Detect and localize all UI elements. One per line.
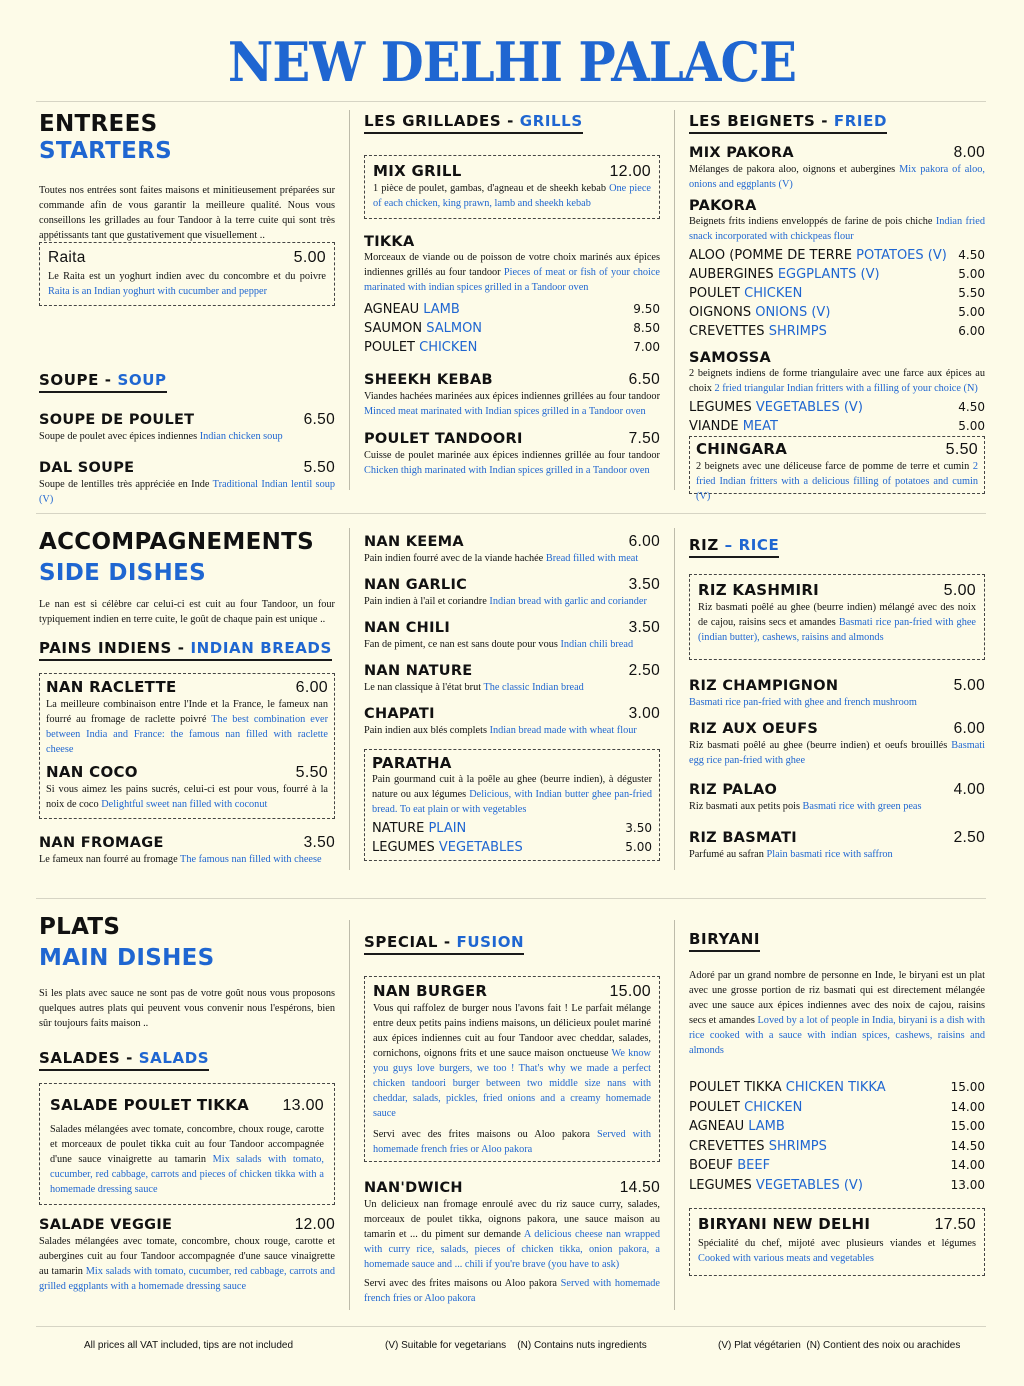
item-name: BIRYANI NEW DELHI (698, 1215, 871, 1233)
restaurant-title: NEW DELHI PALACE (227, 30, 797, 94)
item-price: 5.50 (295, 764, 328, 781)
menu-item: SOUPE DE POULET 6.50 Soupe de poulet avec épices indiennes Indian chicken soup (39, 411, 335, 442)
section-heading: LES GRILLADES - GRILLS (364, 112, 583, 134)
divider (36, 898, 986, 899)
footer-legend-fr: (V) Plat végétarien (N) Contient des noix ou arachides (718, 1340, 961, 1351)
item-name: SALADE POULET TIKKA (50, 1096, 250, 1114)
section-heading: SOUPE - SOUP (39, 371, 167, 393)
divider (36, 101, 986, 102)
item-name: NAN NATURE (364, 663, 473, 679)
item-name: CHINGARA (696, 440, 788, 458)
item-price: 13.00 (282, 1097, 324, 1114)
section-intro: Toutes nos entrées sont faites maisons et minitieusement préparées sur commande afin de vous garantir la meilleure qualité. Nous vous conseillons les grillades au four Tandoor à la terre cuite qui sont très appétissants tant que gustativement que visuellement .. (39, 185, 335, 241)
item-price: 6.00 (953, 720, 985, 737)
mixgrill-box: MIX GRILL 12.00 1 pièce de poulet, gambas, d'agneau et de sheekh kebab One piece of each chicken, king prawn, lamb and sheekh kebab (364, 155, 660, 219)
biryani-section: BIRYANI Adoré par un grand nombre de personne en Inde, le biryani est un plat avec une grosse portion de riz basmati qui est directement mélangée avec une sauce aux épices indiennes avec des noix de cajou, raisins secs et amandes Loved by a lot of people in India, biryani is a dish with rice cooked with a sauce with indian spices, cashews, raisins and almonds POULET TIKKA CHICKEN TIKKA 15.00 POULET CHICKEN 14.00 AGNEAU LAMB 15.00 CREVETTES SHRIMPS 14.50 BOEUF BEEF 14.00 LEGUMES VEGETABLES (V) 13.00 (689, 929, 985, 1195)
item-price: 3.00 (628, 705, 660, 722)
column-divider (349, 528, 350, 870)
salade-poulet-box: SALADE POULET TIKKA 13.00 Salades mélangées avec tomate, concombre, choux rouge, carotte et morceaux de poulet tikka cuit au four Tandoor accompagnée d'une sauce vinaigrette au tamarin Mix salads with tomato, cucumber, red cabbage, carrots and pieces of chicken tikka with a homemade dressing sauce (39, 1083, 335, 1205)
section-heading: PLATS (39, 914, 121, 940)
divider (36, 513, 986, 514)
item-price: 2.50 (628, 662, 660, 679)
item-price: 7.50 (628, 430, 660, 447)
menu-item: NAN KEEMA 6.00 Pain indien fourré avec de la viande hachée Bread filled with meat (364, 533, 660, 564)
sub-item: BOEUF BEEF 14.00 (689, 1158, 985, 1173)
menu-item: SALADE VEGGIE 12.00 Salades mélangées avec tomate, concombre, choux rouge, carotte et aubergines cuit au four Tandoor accompagnée d'une sauce vinaigrette au tamarin Mix salads with tomato, cucumber, red cabbage, carrots and grilled eggplants with a homemade dressing sauce (39, 1216, 335, 1292)
item-price: 14.50 (619, 1179, 660, 1196)
item-name: NAN CHILI (364, 620, 451, 636)
item-price: 6.00 (628, 533, 660, 550)
item-name: DAL SOUPE (39, 460, 135, 476)
menu-item: NAN GARLIC 3.50 Pain indien à l'ail et coriandre Indian bread with garlic and coriander (364, 576, 660, 607)
column-divider (674, 920, 675, 1310)
riz-items (689, 677, 985, 862)
item-desc-fr: Le Raita est un yoghurt indien avec du concombre et du poivre (48, 271, 326, 282)
item-name: RIZ KASHMIRI (698, 581, 820, 599)
item-name: MIX PAKORA (689, 145, 794, 161)
item-name: RIZ PALAO (689, 782, 778, 798)
item-name: NAN BURGER (373, 982, 488, 1000)
divider (36, 1326, 986, 1327)
item-price: 5.50 (945, 441, 978, 458)
item-name: SOUPE DE POULET (39, 412, 195, 428)
section-heading: BIRYANI (689, 930, 760, 952)
beignets-section (689, 111, 985, 436)
entrees-section (39, 111, 335, 243)
item-price: 17.50 (934, 1216, 976, 1233)
riz-section (689, 535, 985, 558)
item-name: NAN GARLIC (364, 577, 468, 593)
item-name: RIZ BASMATI (689, 830, 797, 846)
sub-item: NATURE PLAIN 3.50 (372, 821, 652, 836)
item-price: 6.50 (303, 411, 335, 428)
sub-item: ALOO (POMME DE TERRE POTATOES (V) 4.50 (689, 248, 985, 263)
sub-item: OIGNONS ONIONS (V) 5.00 (689, 305, 985, 320)
section-heading: ENTREES (39, 111, 158, 137)
section-heading: RIZ – RICE (689, 536, 779, 558)
menu-item: RIZ CHAMPIGNON 5.00 Basmati rice pan-fried with ghee and french mushroom (689, 677, 985, 708)
item-price: 15.00 (609, 983, 651, 1000)
footer-vat-note: All prices all VAT included, tips are not included (84, 1340, 293, 1351)
item-name: NAN'DWICH (364, 1180, 463, 1196)
accompagnements-section (39, 529, 335, 661)
sub-item: POULET TIKKA CHICKEN TIKKA 15.00 (689, 1080, 985, 1095)
item-desc-en: Raita is an Indian yoghurt with cucumber and pepper (48, 286, 268, 297)
paratha-box: PARATHA Pain gourmand cuit à la poêle au ghee (beurre indien), à déguster nature ou aux légumes Delicious, with Indian butter ghee pan-fried bread. To eat plain or with vegetables NATURE PLAIN 3.50 LEGUMES VEGETABLES 5.00 (364, 749, 660, 861)
item-name: SALADE VEGGIE (39, 1217, 173, 1233)
menu-item: NAN NATURE 2.50 Le nan classique à l'état brut The classic Indian bread (364, 662, 660, 693)
menu-item: NAN CHILI 3.50 Fan de piment, ce nan est sans doute pour vous Indian chili bread (364, 619, 660, 650)
menu-item: DAL SOUPE 5.50 Soupe de lentilles très appréciée en Inde Traditional Indian lentil soup (V) (39, 459, 336, 505)
special-section (364, 932, 660, 955)
sub-item: LEGUMES VEGETABLES (V) 4.50 (689, 400, 985, 415)
plats-section (39, 914, 335, 1071)
item-price: 3.50 (628, 576, 660, 593)
section-subheading: SIDE DISHES (39, 560, 206, 586)
menu-item: NAN'DWICH 14.50 Un delicieux nan fromage enroulé avec du riz sauce curry, salades, morceaux de poulet tikka, oignons pakora, une sauce maison au tamarin et ... du piment sur demande A delicious cheese nan wrapped with curry rice, salads, pieces of chicken tikka, onion pakora, a homemade sauce and ... chili if you're brave (you have to ask) Servi avec des frites maisons ou Aloo pakora Served with homemade french fries or Aloo pakora (364, 1179, 660, 1304)
item-name: NAN FROMAGE (39, 835, 164, 851)
menu-item: SAMOSSA 2 beignets indiens de forme triangulaire avec une farce aux épices au choix 2 fried triangular Indian fritters with a filling of your choice (N) LEGUMES VEGETABLES (V) 4.50 VIANDE MEAT 5.00 (689, 350, 985, 434)
section-heading: SPECIAL - FUSION (364, 933, 524, 955)
menu-item: CHAPATI 3.00 Pain indien aux blés complets Indian bread made with wheat flour (364, 705, 660, 736)
section-subheading: STARTERS (39, 138, 173, 164)
menu-item: NAN FROMAGE 3.50 Le fameux nan fourré au fromage The famous nan filled with cheese (39, 834, 335, 865)
item-name: SAMOSSA (689, 350, 771, 366)
menu-item: PAKORA Beignets frits indiens enveloppés de farine de pois chiche Indian fried snack incorporated with chickpeas flour ALOO (POMME DE TERRE POTATOES (V) 4.50 AUBERGINES EGGPLANTS (V) 5.00 POULET CHICKEN 5.50 OIGNONS ONIONS (V) 5.00 CREVETTES SHRIMPS 6.00 (689, 198, 985, 339)
footer-legend-en: (V) Suitable for vegetarians (N) Contains nuts ingredients (385, 1340, 647, 1351)
item-price: 5.00 (943, 582, 976, 599)
section-intro: Si les plats avec sauce ne sont pas de votre goût nous vous proposons quelques autres plats qui peuvent vous convenir nous l'espérons, bien sûr toujours faits maison .. (39, 988, 335, 1029)
item-price: 5.50 (303, 459, 335, 476)
item-price: 12.00 (294, 1216, 335, 1233)
menu-item: RIZ AUX OEUFS 6.00 Riz basmati poêlé au ghee (beurre indien) et oeufs brouillés Basmati egg rice pan-fried with ghee (689, 720, 985, 766)
sub-item: AGNEAU LAMB 9.50 (364, 302, 660, 317)
column-divider (349, 920, 350, 1310)
sub-item: POULET CHICKEN 5.50 (689, 286, 985, 301)
sub-item: CREVETTES SHRIMPS 6.00 (689, 324, 985, 339)
sub-item: CREVETTES SHRIMPS 14.50 (689, 1138, 985, 1154)
item-price: 3.50 (303, 834, 335, 851)
section-subheading: MAIN DISHES (39, 945, 215, 971)
item-price: 6.50 (628, 371, 660, 388)
column-divider (349, 110, 350, 490)
item-name: RIZ AUX OEUFS (689, 721, 819, 737)
sub-item: SAUMON SALMON 8.50 (364, 321, 660, 336)
item-price: 12.00 (609, 163, 651, 180)
raita-box (39, 242, 335, 306)
item-name: Raita (48, 249, 86, 266)
section-heading: PAINS INDIENS - INDIAN BREADS (39, 639, 332, 661)
item-name: POULET TANDOORI (364, 431, 523, 447)
menu-item: RIZ BASMATI 2.50 Parfumé au safran Plain basmati rice with saffron (689, 829, 985, 860)
chingara-box: CHINGARA 5.50 2 beignets avec une déliceuse farce de pomme de terre et cumin 2 fried Indian fritters with a delicious filling of potatoes and cumin (V) (689, 436, 985, 494)
section-heading: ACCOMPAGNEMENTS (39, 529, 314, 555)
item-price: 5.00 (293, 249, 326, 266)
menu-item: MIX PAKORA 8.00 Mélanges de pakora aloo, oignons et aubergines Mix pakora of aloo, onions and eggplants (V) (689, 144, 986, 190)
menu-item: RIZ PALAO 4.00 Riz basmati aux petits pois Basmati rice with green peas (689, 781, 985, 812)
item-name: RIZ CHAMPIGNON (689, 678, 839, 694)
item-name: NAN KEEMA (364, 534, 464, 550)
item-name: CHAPATI (364, 706, 435, 722)
item-name: MIX GRILL (373, 162, 462, 180)
sub-item: AUBERGINES EGGPLANTS (V) 5.00 (689, 267, 985, 282)
sub-item: LEGUMES VEGETABLES (V) 13.00 (689, 1177, 985, 1193)
riz-kashmiri-box: RIZ KASHMIRI 5.00 Riz basmati poêlé au ghee (beurre indien) mélangé avec des noix de cajou, raisins secs et amandes Basmati rice pan-fried with ghee (indian butter), cashews, raisins and almonds (689, 574, 985, 660)
item-price: 2.50 (953, 829, 985, 846)
sub-item: VIANDE MEAT 5.00 (689, 419, 985, 434)
soupe-section (39, 370, 335, 507)
item-name: PARATHA (372, 754, 452, 772)
item-name: TIKKA (364, 234, 415, 250)
menu-item: NAN COCO 5.50 Si vous aimez les pains sucrés, celui-ci est pour vous, fourré à la noix de coco Delightful sweet nan filled with coconut (46, 763, 328, 810)
sub-item: POULET CHICKEN 14.00 (689, 1099, 985, 1115)
grillades-items (364, 234, 660, 478)
menu-item: TIKKA Morceaux de viande ou de poisson de votre choix marinés aux épices indiennes grillés au four tandoor Pieces of meat or fish of your choice marinated with indian spices grilled in a Tandoor oven AGNEAU LAMB 9.50 SAUMON SALMON 8.50 POULET CHICKEN 7.00 (364, 234, 661, 355)
item-price: 8.00 (953, 144, 985, 161)
menu-item: POULET TANDOORI 7.50 Cuisse de poulet marinée aux épices indiennes grillée au four tandoor Chicken thigh marinated with Indian spices grilled in a Tandoor oven (364, 430, 660, 476)
item-name: SHEEKH KEBAB (364, 372, 493, 388)
item-name: NAN RACLETTE (46, 678, 177, 696)
menu-item: SHEEKH KEBAB 6.50 Viandes hachées marinées aux épices indiennes grillées au four tandoor Minced meat marinated with Indian spices grilled in a Tandoor oven (364, 371, 660, 417)
item-name: NAN COCO (46, 763, 138, 781)
item-price: 3.50 (628, 619, 660, 636)
nans-section (364, 533, 660, 738)
section-heading: SALADES - SALADS (39, 1049, 209, 1071)
nan-raclette-box (39, 673, 335, 819)
section-intro: Le nan est si célèbre car celui-ci est cuit au four Tandoor, un four typiquement indien en terre cuite, le goût de chaque pain est unique .. (39, 599, 335, 625)
item-price: 6.00 (295, 679, 328, 696)
sub-item: AGNEAU LAMB 15.00 (689, 1119, 985, 1134)
nan-burger-box: NAN BURGER 15.00 Vous qui raffolez de burger nous l'avons fait ! Le parfait mélange entre deux petits pains indiens maisons, un délicieux poulet mariné aux épices indiennes cuit au four Tandoor avec cheddar, salades, cornichons, oignons frits et une sauce maison onctueuse We know you guys love burgers, we too ! That's why we made a perfect chicken tandoori burger between two middle size nans with cheddar, salads, pickles, fried onions and a creamy homemade sauce Servi avec des frites maisons ou Aloo pakora Served with homemade french fries or Aloo pakora (364, 976, 660, 1162)
menu-item: NAN RACLETTE 6.00 La meilleure combinaison entre l'Inde et la France, le fameux nan fourré au fromage de raclette poivré The best combination ever between India and France: the famous nan filled with raclette cheese (46, 678, 328, 755)
item-price: 5.00 (953, 677, 985, 694)
column-divider (674, 110, 675, 490)
section-heading: LES BEIGNETS - FRIED (689, 112, 887, 134)
column-divider (674, 528, 675, 870)
sub-item: LEGUMES VEGETABLES 5.00 (372, 840, 652, 855)
biryani-new-delhi-box: BIRYANI NEW DELHI 17.50 Spécialité du chef, mijoté avec plusieurs viandes et légumes Cooked with various meats and vegetables (689, 1208, 985, 1276)
sub-item: POULET CHICKEN 7.00 (364, 340, 660, 355)
item-name: PAKORA (689, 198, 757, 214)
item-price: 4.00 (953, 781, 985, 798)
grillades-section (364, 111, 660, 134)
